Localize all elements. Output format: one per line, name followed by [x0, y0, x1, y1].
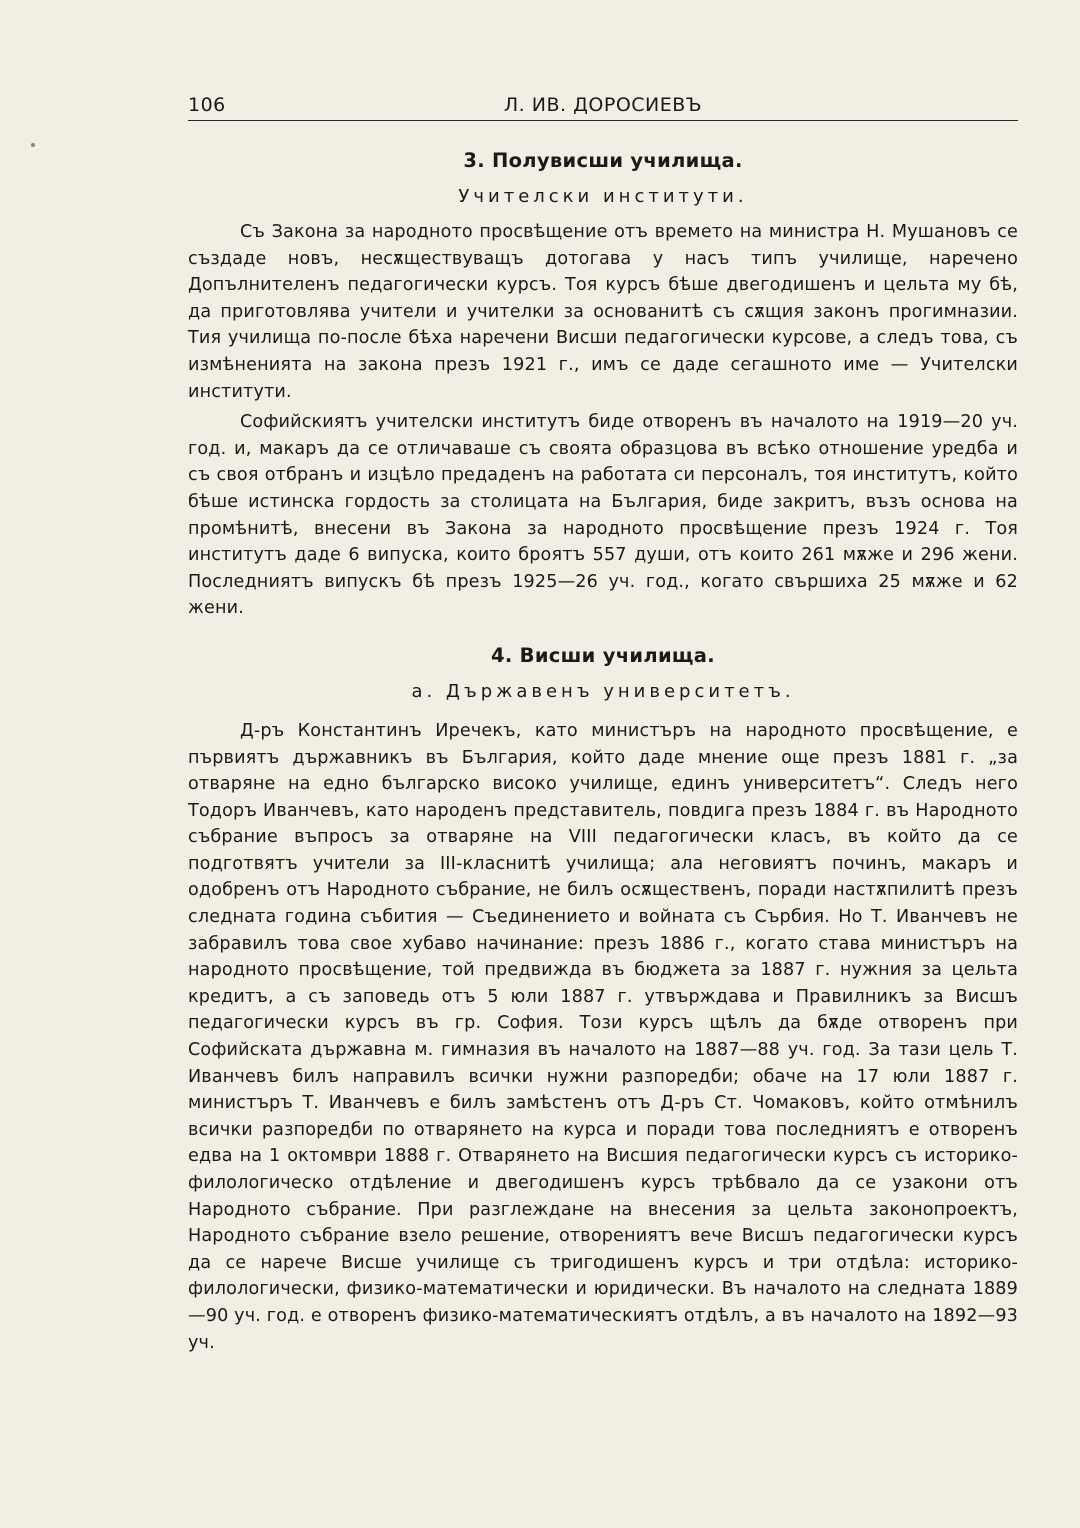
page-number: 106 [188, 94, 226, 116]
section-3-subheading: Учителски институти. [458, 186, 748, 207]
running-header-author: Л. ИВ. ДОРОСИЕВЪ [503, 94, 703, 116]
book-page [188, 90, 1018, 1356]
running-header [188, 90, 1018, 121]
section-3-heading: 3. Полувисши училища. [463, 149, 743, 172]
section-4-heading: 4. Висши училища. [491, 643, 715, 667]
section-4-subheading: а. Държавенъ университетъ. [411, 680, 795, 702]
section-4-paragraph-1: Д-ръ Константинъ Иречекъ, като министъръ на народното просвѣщение, е първиятъ държавникъ въ България, който даде мнение още презъ 1881 г. „за отваряне на едно българско високо училище, единъ университетъ“. Следъ него Тодоръ Иванчевъ, като народенъ представитель, повдига презъ 1884 г. въ Народното събрание въпросъ за отваряне на VIII педагогически класъ, въ който да се подготвятъ учители за III-класнитѣ училища; ала неговиятъ починъ, макаръ и одобренъ отъ Народното събрание, не билъ осѫщественъ, поради настѫпилитѣ презъ следната година събития — Съединението и войната съ Сърбия. Но Т. Иванчевъ не забравилъ това свое хубаво начинание: презъ 1886 г., когато става министъръ на народното просвѣщение, той предвижда въ бюджета за 1887 г. нужния за цельта кредитъ, а съ заповедь отъ 5 юли 1887 г. утвърждава и Правилникъ за Висшъ педагогически курсъ въ гр. София. Този курсъ щѣлъ да бѫде отворенъ при Софийската държавна м. гимназия въ началото на 1887—88 уч. год. За тази цель Т. Иванчевъ билъ направилъ всички нужни разпоредби; обаче на 17 юли 1887 г. министъръ Т. Иванчевъ е билъ замѣстенъ отъ Д-ръ Ст. Чомаковъ, който отмѣнилъ всички разпоредби по отварянето на курса и поради това последниятъ е отворенъ едва на 1 октомври 1888 г. Отварянето на Висшия педагогически курсъ съ историко-филологическо отдѣление и двегодишенъ курсъ трѣбвало да се узакони отъ Народното събрание. При разглеждане на внесения за цельта законопроектъ, Народното събрание взело решение, отворениятъ вече Висшъ педагогически курсъ да се нарече Висше училище съ тригодишенъ курсъ и три отдѣла: историко-филологически, физико-математически и юридически. Въ началото на следната 1889—90 уч. год. е отворенъ физико-математическиятъ отдѣлъ, а въ началото на 1892—93 уч. [188, 720, 1019, 1353]
section-3-paragraph-2: Софийскиятъ учителски институтъ биде отворенъ въ началото на 1919—20 уч. год. и, макаръ да се отличаваше съ своята образцова въ всѣко отношение уредба и съ своя отбранъ и изцѣло предаденъ на работата си персоналъ, тоя институтъ, който бѣше истинска гордость за столицата на България, биде закритъ, възъ основа на промѣнитѣ, внесени въ Закона за народното просвѣщение презъ 1924 г. Тоя институтъ даде 6 випуска, които броятъ 557 души, отъ които 261 мѫже и 296 жени. Последниятъ випускъ бѣ презъ 1925—26 уч. год., когато свършиха 25 мѫже и 62 жени. [188, 412, 1018, 619]
section-3-paragraph-1: Съ Закона за народното просвѣщение отъ времето на министра Н. Мушановъ се създаде новъ, несѫществуващъ дотогава у насъ типъ училище, наречено Допълнителенъ педагогически курсъ. Тоя курсъ бѣше двегодишенъ и цельта му бѣ, да приготовлява учители и учителки за основанитѣ съ сѫщия законъ прогимназии. Тия училища по-после бѣха наречени Висши педагогически курсове, а следъ това, съ измѣненията на закона презъ 1921 г., имъ се даде сегашното име — Учителски институти. [188, 222, 1018, 402]
ink-speck [31, 143, 35, 147]
